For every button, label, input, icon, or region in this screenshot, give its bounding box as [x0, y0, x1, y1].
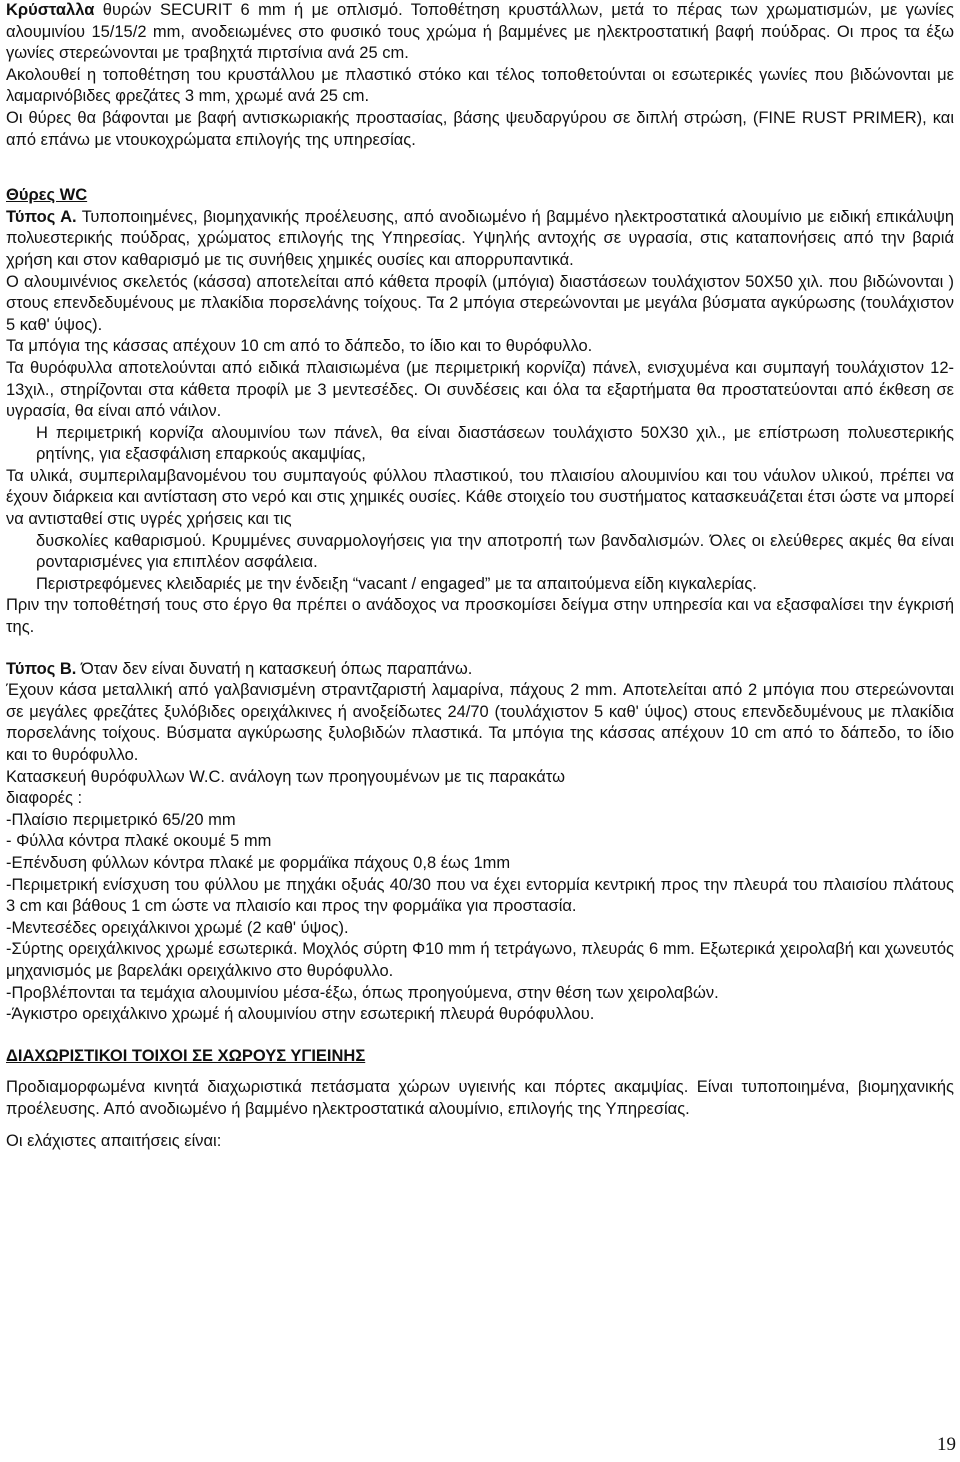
page-number: 19: [937, 1434, 956, 1456]
type-b-label: Τύπος Β.: [6, 659, 77, 678]
wc-doors-heading: Θύρες WC: [6, 186, 88, 205]
paragraph-partitions: Προδιαμορφωμένα κινητά διαχωριστικά πετάσματα χώρων υγιεινής και πόρτες ακαμψίας. Είναι τυποποιημένα, βιομηχανικής προέλευσης. Από ανοδιωμένο ή βαμμένο ηλεκτροστατικά αλουμίνιο, επιλογής της Υπηρεσίας.: [6, 1078, 954, 1118]
type-a-label: Τύπος Α.: [6, 207, 77, 226]
paragraph-paint: Οι θύρες θα βάφονται με βαφή αντισκωριακής προστασίας, βάσης ψευδαργύρου σε διπλή στρώση, (FINE RUST PRIMER), και από επάνω με ντουκοχρώματα επιλογής της υπηρεσίας.: [6, 108, 954, 149]
paragraph-materials: Τα υλικά, συμπεριλαμβανομένου του συμπαγούς φύλλου πλαστικού, του πλαισίου αλουμινίου και του νάυλον υλικού, πρέπει να έχουν διάρκεια και αντίσταση στο νερό και στις χημικές ουσίες. Κάθε στοιχείο του συστήματος κατασκευάζεται έτσι ώστε να μπορεί να αντισταθεί στις υγρές χρήσεις και τις: [6, 466, 954, 529]
paragraph-wc-construction: Κατασκευή θυρόφυλλων W.C. ανάλογη των προηγουμένων με τις παρακάτω: [6, 767, 565, 786]
paragraph-metal-frame: Έχουν κάσα μεταλλική από γαλβανισμένη στραντζαριστή λαμαρίνα, πάχους 2 mm. Αποτελείται από 2 μπόγια που στερεώνονται σε μεγάλες φρεζάτες ξυλόβιδες ορειχάλκινες ή ανοξείδωτες 24/70 (τουλάχιστον 5 καθ' ύψος) στους επενδεδυμένους με πλακίδια πορσελάνης τοίχους. Βύσματα αγκύρωσης ξυλοβιδών πλαστικά. Τα μπόγια της κάσσας απέχουν 10 cm από το δάπεδο, το ίδιο και το θυρόφυλλο.: [6, 681, 954, 764]
term-glass: Κρύσταλλα: [6, 1, 95, 19]
paragraph-type-a: [6, 207, 954, 272]
paragraph-frame: Ο αλουμινένιος σκελετός (κάσσα) αποτελείται από κάθετα προφίλ (μπόγια) διαστάσεων τουλάχιστον 50Χ50 χιλ. που βιδώνονται ) στους επενδεδυμένους με πλακίδια πορσελάνης τοίχους. Τα 2 μπόγια στερεώνονται με μεγάλα βύσματα αγκύρωσης (τουλάχιστον 5 καθ' ύψος).: [6, 272, 954, 334]
type-b-text: Όταν δεν είναι δυνατή η κατασκευή όπως παραπάνω.: [76, 659, 473, 678]
paragraph-cleaning: δυσκολίες καθαρισμού. Κρυμμένες συναρμολογήσεις για την αποτροπή των βανδαλισμών. Όλες οι ελεύθερες ακμές θα είναι ρονταρισμένες για επιπλέον ασφάλεια.: [36, 531, 954, 572]
paragraph-frame-gap: Τα μπόγια της κάσσας απέχουν 10 cm από το δάπεδο, το ίδιο και το θυρόφυλλο.: [6, 337, 593, 356]
paragraph-glass: [6, 0, 954, 65]
list-item: -Επένδυση φύλλων κόντρα πλακέ με φορμάϊκα πάχους 0,8 έως 1mm: [6, 853, 511, 872]
paragraph-panel-frame: Η περιμετρική κορνίζα αλουμινίου των πάνελ, θα είναι διαστάσεων τουλάχιστο 50Χ30 χιλ., με επίστρωση πολυεστερικής ρητίνης, για εξασφάλιση επαρκούς ακαμψίας,: [36, 423, 954, 464]
paragraph-requirements: Οι ελάχιστες απαιτήσεις είναι:: [6, 1131, 222, 1150]
list-item: - Φύλλα κόντρα πλακέ οκουμέ 5 mm: [6, 832, 272, 851]
paragraph-differences: διαφορές :: [6, 789, 83, 808]
paragraph-sample: Πριν την τοποθέτησή τους στο έργο θα πρέπει ο ανάδοχος να προσκομίσει δείγμα στην υπηρεσία και να εξασφαλίσει την έγκρισή της.: [6, 596, 954, 637]
list-item: -Μεντεσέδες ορειχάλκινοι χρωμέ (2 καθ' ύψος).: [6, 918, 349, 937]
paragraph-glass-fixing: Ακολουθεί η τοποθέτηση του κρυστάλλου με πλαστικό στόκο και τέλος τοποθετούνται οι εσωτερικές γωνίες που βιδώνονται με λαμαρινόβιδες φρεζάτες 3 mm, χρωμέ ανά 25 cm.: [6, 65, 954, 106]
paragraph-locks: Περιστρεφόμενες κλειδαριές με την ένδειξη “vacant / engaged” με τα απαιτούμενα είδη κιγκαλερίας.: [36, 574, 757, 593]
partitions-heading: ΔΙΑΧΩΡΙΣΤΙΚΟΙ ΤΟΙΧΟΙ ΣΕ ΧΩΡΟΥΣ ΥΓΙΕΙΝΗΣ: [6, 1046, 366, 1065]
paragraph-type-b: [6, 659, 954, 681]
glass-text: θυρών SECURIT 6 mm ή με οπλισμό. Τοποθέτηση κρυστάλλων, μετά το πέρας των χρωματισμών, με γωνίες αλουμινίου 15/15/2 mm, ανοδειωμένες στο φυσικό τους χρώμα ή βαμμένες με ηλεκτροστατική βαφή πούδρας. Οι προς τα έξω γωνίες στερεώνονται με τραβηχτά πιρτσίνια ανά 25 cm.: [6, 1, 954, 63]
list-item: -Πλαίσιο περιμετρικό 65/20 mm: [6, 810, 236, 829]
type-a-text: Τυποποιημένες, βιομηχανικής προέλευσης, από ανοδιωμένο ή βαμμένο ηλεκτροστατικά αλουμίνιο με ειδική επικάλυψη πολυεστερικής πούδρας, χρώματος επιλογής της Υπηρεσίας. Υψηλής αντοχής σε υγρασία, στις καταπονήσεις από την βαριά χρήση και στον καθαρισμό με τις συνήθεις χημικές ουσίες και απορρυπαντικά.: [6, 207, 955, 269]
list-item: -Σύρτης ορειχάλκινος χρωμέ εσωτερικά. Μοχλός σύρτη Φ10 mm ή τετράγωνο, πλευράς 6 mm. Εξωτερικά χειρολαβή και χωνευτός μηχανισμός με βαρελάκι ορειχάλκινο στο θυρόφυλλο.: [6, 940, 954, 980]
paragraph-door-panels: Τα θυρόφυλλα αποτελούνται από ειδικά πλαισιωμένα (με περιμετρική κορνίζα) πάνελ, ενισχυμένα και συμπαγή τουλάχιστον 12-13χιλ., στηρίζονται στα κάθετα προφίλ με 3 μεντεσέδες. Οι συνδέσεις και όλα τα εξαρτήματα θα προστατεύονται από έκθεση σε υγρασία, θα είναι από νάιλον.: [6, 358, 954, 421]
list-item: -Προβλέπονται τα τεμάχια αλουμινίου μέσα-έξω, όπως προηγούμενα, στην θέση των χειρολαβών.: [6, 983, 719, 1002]
list-item: -Άγκιστρο ορειχάλκινο χρωμέ ή αλουμινίου στην εσωτερική πλευρά θυρόφυλλου.: [6, 1005, 595, 1024]
list-item: -Περιμετρική ενίσχυση του φύλλου με πηχάκι οξυάς 40/30 που να έχει εντορμία κεντρική προς την πλευρά του πλαισίου πλάτους 3 cm και βάθους 1 cm ώστε να πλαισίο και προς την φορμάϊκα για προστασία.: [6, 875, 954, 916]
